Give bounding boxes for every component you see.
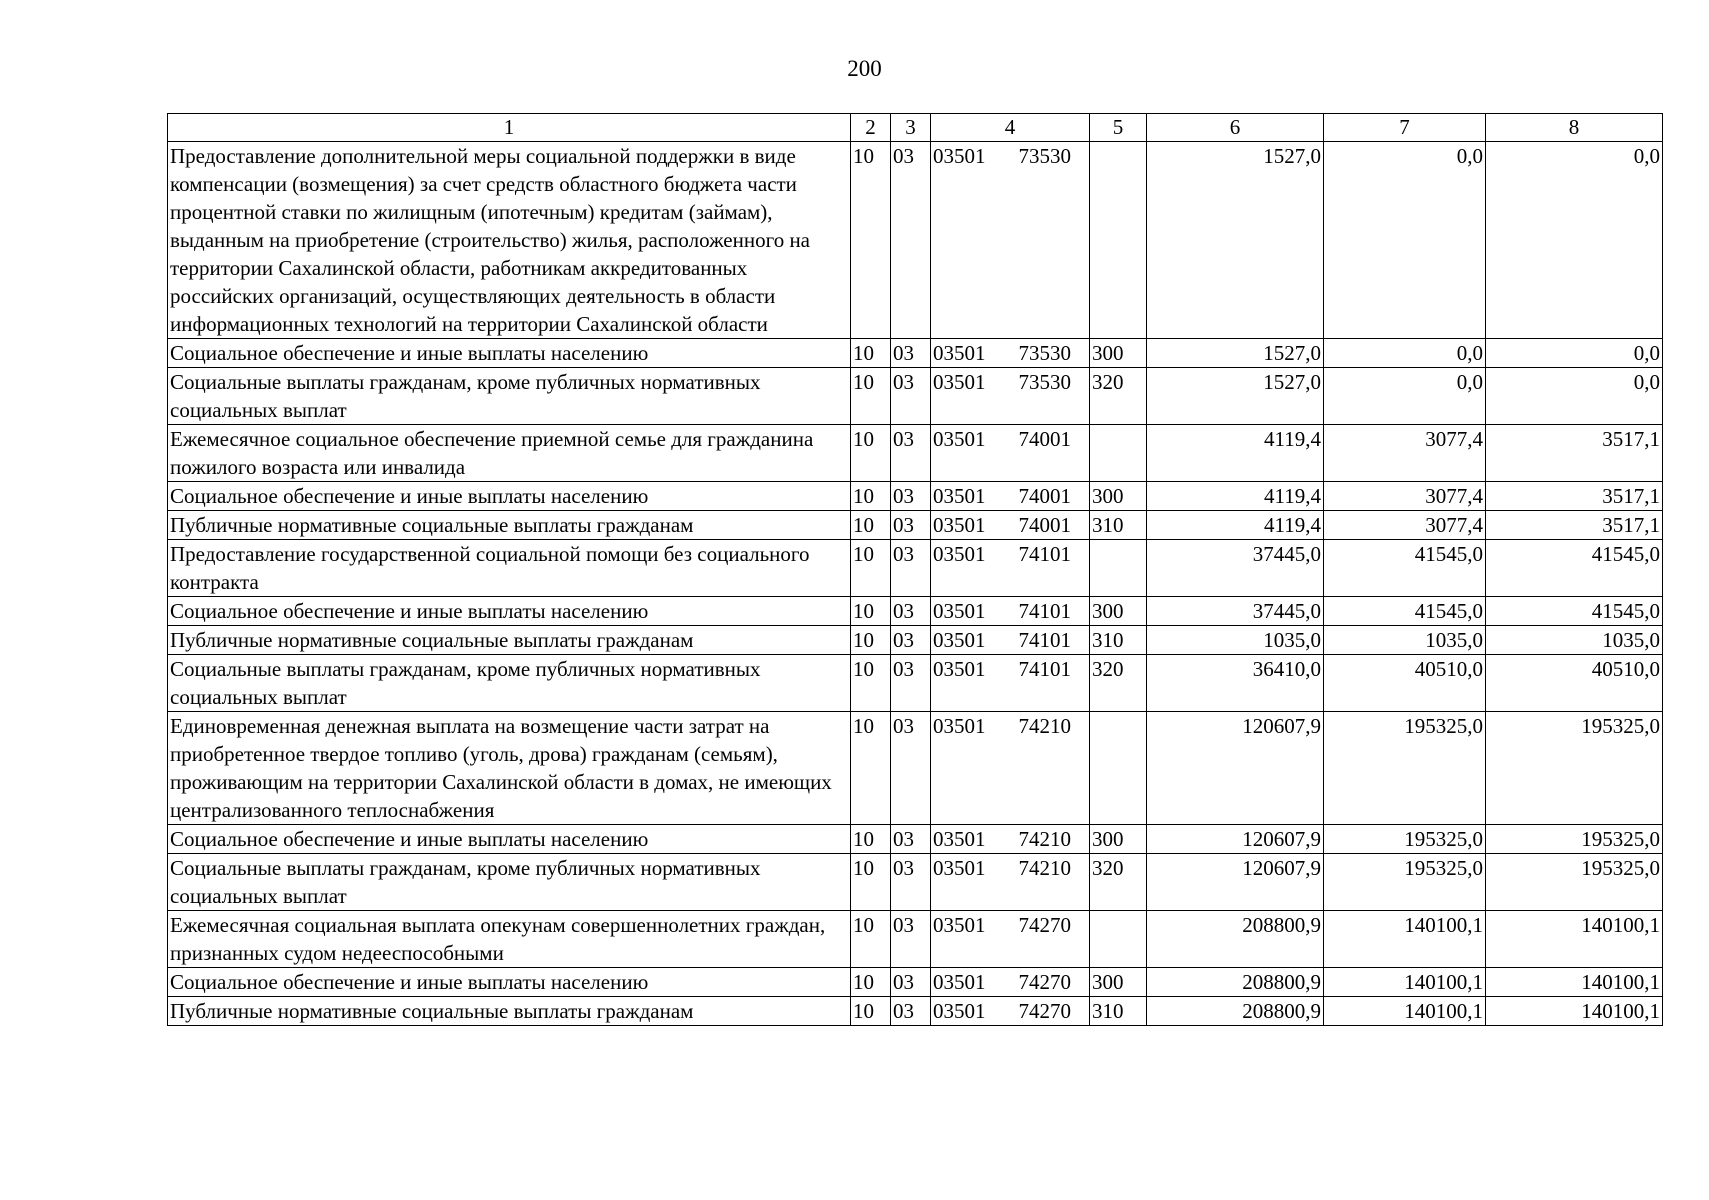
row-section: 10 bbox=[851, 626, 891, 655]
row-subsection: 03 bbox=[891, 854, 931, 911]
row-subsection: 03 bbox=[891, 997, 931, 1026]
row-name: Единовременная денежная выплата на возмещение части затрат на приобретенное твердое топливо (уголь, дрова) гражданам (семьям), проживающим на территории Сахалинской области в домах, не имеющих централизованного теплоснабжения bbox=[168, 712, 851, 825]
row-section: 10 bbox=[851, 540, 891, 597]
row-value-6: 120607,9 bbox=[1147, 712, 1324, 825]
row-value-7: 140100,1 bbox=[1324, 911, 1486, 968]
row-value-6: 37445,0 bbox=[1147, 540, 1324, 597]
row-target-article bbox=[931, 626, 1090, 655]
row-expense-type: 320 bbox=[1090, 854, 1147, 911]
row-value-7: 0,0 bbox=[1324, 368, 1486, 425]
row-name: Социальные выплаты гражданам, кроме публичных нормативных социальных выплат bbox=[168, 655, 851, 712]
row-expense-type bbox=[1090, 911, 1147, 968]
row-section: 10 bbox=[851, 597, 891, 626]
row-target-article bbox=[931, 368, 1090, 425]
table-row bbox=[168, 825, 1663, 854]
row-program-code: 03501 bbox=[933, 827, 986, 851]
row-value-6: 1035,0 bbox=[1147, 626, 1324, 655]
row-name: Социальные выплаты гражданам, кроме публичных нормативных социальных выплат bbox=[168, 368, 851, 425]
row-value-8: 1035,0 bbox=[1486, 626, 1663, 655]
row-expense-type: 320 bbox=[1090, 368, 1147, 425]
row-target-article bbox=[931, 511, 1090, 540]
row-program-code: 03501 bbox=[933, 144, 986, 168]
row-value-7: 41545,0 bbox=[1324, 597, 1486, 626]
row-subsection: 03 bbox=[891, 655, 931, 712]
row-value-6: 208800,9 bbox=[1147, 997, 1324, 1026]
table-row bbox=[168, 482, 1663, 511]
row-target-article bbox=[931, 339, 1090, 368]
header-cell: 1 bbox=[168, 114, 851, 142]
row-section: 10 bbox=[851, 712, 891, 825]
row-section: 10 bbox=[851, 825, 891, 854]
row-section: 10 bbox=[851, 997, 891, 1026]
row-name: Социальное обеспечение и иные выплаты населению bbox=[168, 339, 851, 368]
row-value-8: 40510,0 bbox=[1486, 655, 1663, 712]
row-value-7: 40510,0 bbox=[1324, 655, 1486, 712]
row-expense-type: 300 bbox=[1090, 825, 1147, 854]
row-direction-code: 74101 bbox=[1018, 628, 1071, 652]
row-value-8: 140100,1 bbox=[1486, 968, 1663, 997]
row-value-8: 195325,0 bbox=[1486, 825, 1663, 854]
row-value-7: 195325,0 bbox=[1324, 825, 1486, 854]
row-value-6: 4119,4 bbox=[1147, 482, 1324, 511]
row-expense-type bbox=[1090, 540, 1147, 597]
row-value-6: 36410,0 bbox=[1147, 655, 1324, 712]
row-value-7: 3077,4 bbox=[1324, 482, 1486, 511]
row-direction-code: 74001 bbox=[1018, 427, 1071, 451]
row-subsection: 03 bbox=[891, 511, 931, 540]
row-name: Социальное обеспечение и иные выплаты населению bbox=[168, 825, 851, 854]
row-name: Социальные выплаты гражданам, кроме публичных нормативных социальных выплат bbox=[168, 854, 851, 911]
table-row bbox=[168, 425, 1663, 482]
row-direction-code: 74270 bbox=[1018, 999, 1071, 1023]
row-value-8: 41545,0 bbox=[1486, 540, 1663, 597]
row-subsection: 03 bbox=[891, 597, 931, 626]
row-value-6: 1527,0 bbox=[1147, 339, 1324, 368]
row-value-6: 1527,0 bbox=[1147, 142, 1324, 339]
row-direction-code: 74210 bbox=[1018, 827, 1071, 851]
row-subsection: 03 bbox=[891, 825, 931, 854]
row-direction-code: 74001 bbox=[1018, 513, 1071, 537]
row-section: 10 bbox=[851, 425, 891, 482]
row-name: Публичные нормативные социальные выплаты гражданам bbox=[168, 997, 851, 1026]
row-value-8: 140100,1 bbox=[1486, 911, 1663, 968]
row-expense-type bbox=[1090, 425, 1147, 482]
row-name: Публичные нормативные социальные выплаты гражданам bbox=[168, 511, 851, 540]
row-value-6: 208800,9 bbox=[1147, 968, 1324, 997]
row-subsection: 03 bbox=[891, 968, 931, 997]
row-value-8: 0,0 bbox=[1486, 142, 1663, 339]
row-value-7: 3077,4 bbox=[1324, 425, 1486, 482]
row-name: Социальное обеспечение и иные выплаты населению bbox=[168, 597, 851, 626]
row-program-code: 03501 bbox=[933, 970, 986, 994]
row-expense-type: 310 bbox=[1090, 626, 1147, 655]
row-direction-code: 74270 bbox=[1018, 970, 1071, 994]
row-subsection: 03 bbox=[891, 540, 931, 597]
row-section: 10 bbox=[851, 339, 891, 368]
row-subsection: 03 bbox=[891, 339, 931, 368]
row-direction-code: 74101 bbox=[1018, 542, 1071, 566]
row-value-6: 4119,4 bbox=[1147, 425, 1324, 482]
row-expense-type: 320 bbox=[1090, 655, 1147, 712]
row-value-6: 208800,9 bbox=[1147, 911, 1324, 968]
row-value-7: 140100,1 bbox=[1324, 968, 1486, 997]
row-target-article bbox=[931, 142, 1090, 339]
table-row bbox=[168, 968, 1663, 997]
row-direction-code: 74210 bbox=[1018, 714, 1071, 738]
row-target-article bbox=[931, 997, 1090, 1026]
row-expense-type bbox=[1090, 142, 1147, 339]
row-value-8: 195325,0 bbox=[1486, 854, 1663, 911]
row-program-code: 03501 bbox=[933, 513, 986, 537]
header-cell: 7 bbox=[1324, 114, 1486, 142]
row-target-article bbox=[931, 425, 1090, 482]
row-program-code: 03501 bbox=[933, 370, 986, 394]
table-row bbox=[168, 339, 1663, 368]
table-row bbox=[168, 655, 1663, 712]
header-cell: 2 bbox=[851, 114, 891, 142]
row-target-article bbox=[931, 968, 1090, 997]
budget-table bbox=[167, 113, 1663, 1026]
row-value-8: 0,0 bbox=[1486, 368, 1663, 425]
row-value-7: 1035,0 bbox=[1324, 626, 1486, 655]
row-subsection: 03 bbox=[891, 482, 931, 511]
header-row bbox=[168, 114, 1663, 142]
row-section: 10 bbox=[851, 655, 891, 712]
row-value-6: 37445,0 bbox=[1147, 597, 1324, 626]
row-program-code: 03501 bbox=[933, 427, 986, 451]
row-target-article bbox=[931, 854, 1090, 911]
row-value-8: 140100,1 bbox=[1486, 997, 1663, 1026]
row-value-7: 0,0 bbox=[1324, 339, 1486, 368]
row-target-article bbox=[931, 712, 1090, 825]
row-name: Публичные нормативные социальные выплаты гражданам bbox=[168, 626, 851, 655]
row-name: Социальное обеспечение и иные выплаты населению bbox=[168, 482, 851, 511]
row-value-6: 1527,0 bbox=[1147, 368, 1324, 425]
row-value-8: 0,0 bbox=[1486, 339, 1663, 368]
row-expense-type: 310 bbox=[1090, 511, 1147, 540]
row-value-7: 3077,4 bbox=[1324, 511, 1486, 540]
row-value-7: 195325,0 bbox=[1324, 854, 1486, 911]
row-name: Ежемесячная социальная выплата опекунам совершеннолетних граждан, признанных судом недееспособными bbox=[168, 911, 851, 968]
row-program-code: 03501 bbox=[933, 341, 986, 365]
row-direction-code: 73530 bbox=[1018, 370, 1071, 394]
row-direction-code: 74270 bbox=[1018, 913, 1071, 937]
row-target-article bbox=[931, 482, 1090, 511]
row-program-code: 03501 bbox=[933, 628, 986, 652]
row-target-article bbox=[931, 825, 1090, 854]
row-value-7: 195325,0 bbox=[1324, 712, 1486, 825]
row-section: 10 bbox=[851, 142, 891, 339]
row-program-code: 03501 bbox=[933, 856, 986, 880]
header-cell: 6 bbox=[1147, 114, 1324, 142]
row-program-code: 03501 bbox=[933, 599, 986, 623]
row-expense-type: 310 bbox=[1090, 997, 1147, 1026]
table-row bbox=[168, 911, 1663, 968]
row-name: Ежемесячное социальное обеспечение приемной семье для гражданина пожилого возраста или инвалида bbox=[168, 425, 851, 482]
row-expense-type: 300 bbox=[1090, 968, 1147, 997]
row-program-code: 03501 bbox=[933, 542, 986, 566]
row-target-article bbox=[931, 540, 1090, 597]
row-subsection: 03 bbox=[891, 368, 931, 425]
row-program-code: 03501 bbox=[933, 913, 986, 937]
table-row bbox=[168, 540, 1663, 597]
header-cell: 3 bbox=[891, 114, 931, 142]
row-value-7: 41545,0 bbox=[1324, 540, 1486, 597]
page-number: 200 bbox=[847, 56, 882, 81]
row-value-6: 120607,9 bbox=[1147, 825, 1324, 854]
row-value-8: 195325,0 bbox=[1486, 712, 1663, 825]
table-row bbox=[168, 597, 1663, 626]
row-name: Предоставление государственной социальной помощи без социального контракта bbox=[168, 540, 851, 597]
row-subsection: 03 bbox=[891, 142, 931, 339]
row-section: 10 bbox=[851, 911, 891, 968]
row-value-7: 0,0 bbox=[1324, 142, 1486, 339]
row-direction-code: 74210 bbox=[1018, 856, 1071, 880]
header-cell: 8 bbox=[1486, 114, 1663, 142]
row-direction-code: 74101 bbox=[1018, 599, 1071, 623]
row-expense-type: 300 bbox=[1090, 482, 1147, 511]
row-value-8: 3517,1 bbox=[1486, 511, 1663, 540]
row-direction-code: 73530 bbox=[1018, 144, 1071, 168]
row-target-article bbox=[931, 911, 1090, 968]
row-subsection: 03 bbox=[891, 911, 931, 968]
table-row bbox=[168, 626, 1663, 655]
row-expense-type: 300 bbox=[1090, 339, 1147, 368]
row-name: Предоставление дополнительной меры социальной поддержки в виде компенсации (возмещения) за счет средств областного бюджета части процентной ставки по жилищным (ипотечным) кредитам (займам), выданным на приобретение (строительство) жилья, расположенного на территории Сахалинской области, работникам аккредитованных российских организаций, осуществляющих деятельность в области информационных технологий на территории Сахалинской области bbox=[168, 142, 851, 339]
row-expense-type bbox=[1090, 712, 1147, 825]
row-section: 10 bbox=[851, 368, 891, 425]
row-name: Социальное обеспечение и иные выплаты населению bbox=[168, 968, 851, 997]
table-row bbox=[168, 997, 1663, 1026]
header-cell: 5 bbox=[1090, 114, 1147, 142]
row-direction-code: 74101 bbox=[1018, 657, 1071, 681]
row-section: 10 bbox=[851, 482, 891, 511]
row-program-code: 03501 bbox=[933, 999, 986, 1023]
row-subsection: 03 bbox=[891, 626, 931, 655]
row-direction-code: 73530 bbox=[1018, 341, 1071, 365]
row-subsection: 03 bbox=[891, 712, 931, 825]
row-expense-type: 300 bbox=[1090, 597, 1147, 626]
row-section: 10 bbox=[851, 854, 891, 911]
row-value-7: 140100,1 bbox=[1324, 997, 1486, 1026]
row-value-8: 41545,0 bbox=[1486, 597, 1663, 626]
row-value-8: 3517,1 bbox=[1486, 482, 1663, 511]
row-section: 10 bbox=[851, 511, 891, 540]
row-target-article bbox=[931, 597, 1090, 626]
table-row bbox=[168, 712, 1663, 825]
row-subsection: 03 bbox=[891, 425, 931, 482]
row-value-8: 3517,1 bbox=[1486, 425, 1663, 482]
row-target-article bbox=[931, 655, 1090, 712]
row-program-code: 03501 bbox=[933, 484, 986, 508]
table-row bbox=[168, 511, 1663, 540]
row-program-code: 03501 bbox=[933, 657, 986, 681]
row-section: 10 bbox=[851, 968, 891, 997]
row-value-6: 4119,4 bbox=[1147, 511, 1324, 540]
table-row bbox=[168, 854, 1663, 911]
table-row bbox=[168, 142, 1663, 339]
row-direction-code: 74001 bbox=[1018, 484, 1071, 508]
table-row bbox=[168, 368, 1663, 425]
row-program-code: 03501 bbox=[933, 714, 986, 738]
row-value-6: 120607,9 bbox=[1147, 854, 1324, 911]
header-cell: 4 bbox=[931, 114, 1090, 142]
